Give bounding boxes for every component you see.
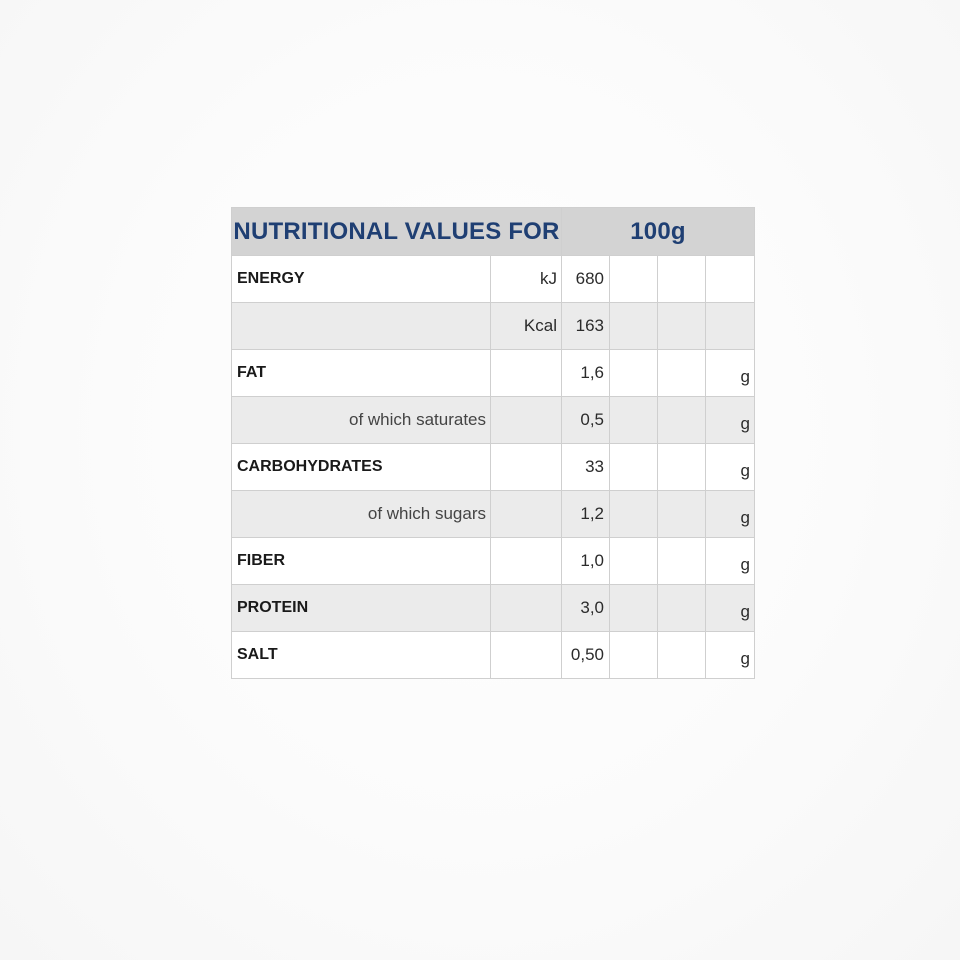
row-unit [491,632,562,679]
row-sugars [232,491,755,538]
row-suffix: g [706,585,755,632]
nutrition-table [231,207,755,679]
row-value: 0,50 [562,632,610,679]
row-fiber [232,538,755,585]
row-value: 163 [562,303,610,350]
empty-cell [658,585,706,632]
row-value: 680 [562,256,610,303]
row-label: SALT [232,632,491,679]
row-value: 0,5 [562,397,610,444]
empty-cell [658,444,706,491]
row-label: CARBOHYDRATES [232,444,491,491]
row-suffix: g [706,397,755,444]
row-saturates [232,397,755,444]
empty-cell [658,632,706,679]
row-label [232,303,491,350]
empty-cell [658,491,706,538]
row-carbohydrates [232,444,755,491]
empty-cell [658,350,706,397]
empty-cell [610,256,658,303]
row-suffix [706,256,755,303]
empty-cell [658,303,706,350]
empty-cell [658,256,706,303]
row-unit [491,444,562,491]
row-energy-kj [232,256,755,303]
empty-cell [658,538,706,585]
row-label: of which saturates [232,397,491,444]
row-value: 1,6 [562,350,610,397]
empty-cell [610,632,658,679]
row-unit [491,538,562,585]
row-suffix: g [706,444,755,491]
table-header-row [232,208,755,256]
empty-cell [610,397,658,444]
row-unit: kJ [491,256,562,303]
row-suffix: g [706,350,755,397]
row-suffix: g [706,632,755,679]
header-title: NUTRITIONAL VALUES FOR [232,208,562,256]
row-fat [232,350,755,397]
empty-cell [610,538,658,585]
row-label: FIBER [232,538,491,585]
header-amount: 100g [562,208,755,256]
empty-cell [658,397,706,444]
row-suffix [706,303,755,350]
row-label: PROTEIN [232,585,491,632]
row-suffix: g [706,538,755,585]
row-label: of which sugars [232,491,491,538]
row-protein [232,585,755,632]
empty-cell [610,585,658,632]
row-label: ENERGY [232,256,491,303]
row-label: FAT [232,350,491,397]
row-unit [491,350,562,397]
row-salt [232,632,755,679]
row-value: 1,2 [562,491,610,538]
row-value: 33 [562,444,610,491]
row-unit [491,585,562,632]
row-unit: Kcal [491,303,562,350]
row-unit [491,491,562,538]
empty-cell [610,444,658,491]
row-value: 1,0 [562,538,610,585]
empty-cell [610,303,658,350]
empty-cell [610,350,658,397]
row-unit [491,397,562,444]
empty-cell [610,491,658,538]
row-energy-kcal [232,303,755,350]
row-suffix: g [706,491,755,538]
row-value: 3,0 [562,585,610,632]
